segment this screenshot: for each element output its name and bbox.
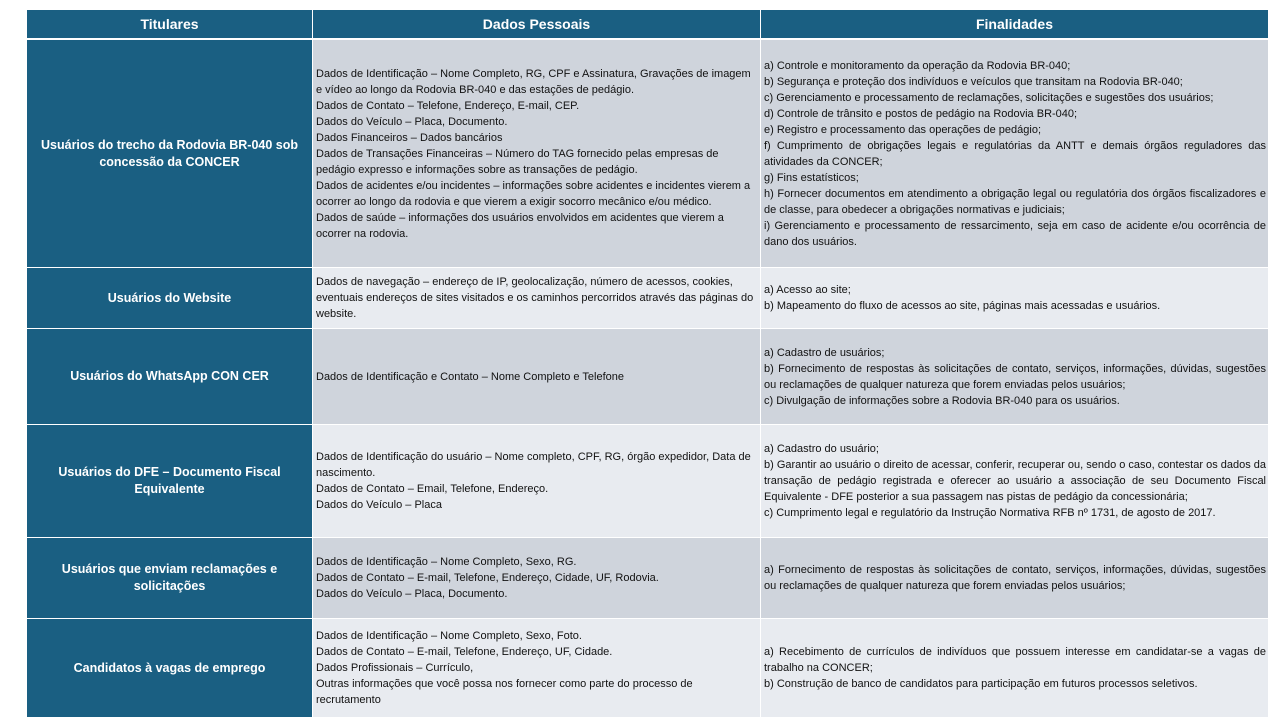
finalidade-line: c) Gerenciamento e processamento de reclamações, solicitações e sugestões dos usuários; <box>764 91 1214 104</box>
header-dados-pessoais: Dados Pessoais <box>313 10 761 40</box>
finalidade-line: a) Acesso ao site; <box>764 284 851 296</box>
table-header <box>27 10 1269 40</box>
finalidades-cell <box>761 39 1269 268</box>
titular-cell: Usuários do Website <box>27 268 313 329</box>
finalidade-line: i) Gerenciamento e processamento de ressarcimento, seja em caso de acidente e/ou ocorrência de dano dos usuários. <box>764 219 1266 248</box>
finalidade-line: h) Fornecer documentos em atendimento a obrigação legal ou regulatória dos órgãos fiscalizadores e de classe, para obedecer a obrigações normativas e judiciais; <box>764 187 1266 216</box>
table-row <box>27 268 1269 329</box>
finalidades-cell <box>761 619 1269 718</box>
finalidade-line: b) Garantir ao usuário o direito de acessar, conferir, recuperar ou, sendo o caso, contestar os dados da transação de pedágio registrada e oferecer ao usuário a associação de seu Documento Fiscal Equivalente - DFE posterior a sua passagem nas pistas de pedágio da concessionária; <box>764 459 1267 503</box>
finalidades-cell <box>761 329 1269 425</box>
dados-cell <box>313 538 761 619</box>
dados-line: Dados de Contato – E-mail, Telefone, Endereço, Cidade, UF, Rodovia. <box>316 572 659 584</box>
finalidade-line: g) Fins estatísticos; <box>764 171 859 184</box>
finalidade-line: b) Fornecimento de respostas às solicitações de contato, serviços, informações, dúvidas, sugestões ou reclamações de qualquer natureza que forem enviadas pelos usuários; <box>764 362 1266 391</box>
dados-line: Dados de Identificação e Contato – Nome Completo e Telefone <box>316 370 624 383</box>
finalidade-line: b) Segurança e proteção dos indivíduos e veículos que transitam na Rodovia BR-040; <box>764 75 1183 88</box>
dados-line: Dados de Contato – Email, Telefone, Endereço. <box>316 483 549 495</box>
finalidades-cell <box>761 425 1269 538</box>
titular-cell: Usuários do trecho da Rodovia BR-040 sob concessão da CONCER <box>27 39 313 268</box>
dados-cell <box>313 425 761 538</box>
dados-cell <box>313 619 761 718</box>
dados-line: Dados de Contato – E-mail, Telefone, Endereço, UF, Cidade. <box>316 646 613 658</box>
titular-cell: Usuários do WhatsApp CON CER <box>27 329 313 425</box>
dados-line: Dados de saúde – informações dos usuários envolvidos em acidentes que vierem a ocorrer na rodovia. <box>316 211 724 240</box>
titular-cell: Candidatos à vagas de emprego <box>27 619 313 718</box>
table-row <box>27 619 1269 718</box>
dados-cell <box>313 329 761 425</box>
dados-line: Dados de Transações Financeiras – Número do TAG fornecido pelas empresas de pedágio expresso e informações sobre as transações de pedágio. <box>316 147 719 176</box>
dados-line: Dados de Contato – Telefone, Endereço, E-mail, CEP. <box>316 99 580 112</box>
dados-line: Dados Profissionais – Currículo, <box>316 662 474 674</box>
dados-cell <box>313 39 761 268</box>
finalidade-line: b) Construção de banco de candidatos para participação em futuros processos seletivos. <box>764 678 1198 690</box>
finalidade-line: d) Controle de trânsito e postos de pedágio na Rodovia BR-040; <box>764 107 1078 120</box>
finalidade-line: a) Cadastro de usuários; <box>764 346 885 359</box>
dados-cell <box>313 268 761 329</box>
dados-line: Dados de acidentes e/ou incidentes – informações sobre acidentes e incidentes vierem a ocorrer ao longo da rodovia e que vierem a exigir socorro mecânico e/ou médico. <box>316 179 751 208</box>
table-row <box>27 538 1269 619</box>
dados-line: Dados do Veículo – Placa <box>316 499 442 511</box>
dados-line: Outras informações que você possa nos fornecer como parte do processo de recrutamento <box>316 678 693 706</box>
dados-line: Dados de Identificação do usuário – Nome completo, CPF, RG, órgão expedidor, Data de nascimento. <box>316 451 751 479</box>
finalidade-line: f) Cumprimento de obrigações legais e regulatórias da ANTT e demais órgãos reguladores das atividades da CONCER; <box>764 139 1266 168</box>
finalidade-line: a) Fornecimento de respostas às solicitações de contato, serviços, informações, dúvidas, sugestões ou reclamações de qualquer natureza que forem enviadas pelos usuários; <box>764 564 1266 592</box>
titular-cell: Usuários que enviam reclamações e solicitações <box>27 538 313 619</box>
dados-line: Dados do Veículo – Placa, Documento. <box>316 115 508 128</box>
finalidade-line: e) Registro e processamento das operações de pedágio; <box>764 123 1042 136</box>
header-titulares: Titulares <box>27 10 313 40</box>
table-row <box>27 329 1269 425</box>
header-row <box>27 10 1269 40</box>
finalidade-line: b) Mapeamento do fluxo de acessos ao site, páginas mais acessadas e usuários. <box>764 300 1161 312</box>
dados-line: Dados de Identificação – Nome Completo, Sexo, RG. <box>316 556 577 568</box>
dados-line: Dados de Identificação – Nome Completo, Sexo, Foto. <box>316 630 582 642</box>
table-row <box>27 425 1269 538</box>
finalidade-line: c) Cumprimento legal e regulatório da Instrução Normativa RFB nº 1731, de agosto de 2017. <box>764 507 1216 519</box>
finalidades-cell <box>761 538 1269 619</box>
dados-line: Dados de navegação – endereço de IP, geolocalização, número de acessos, cookies, eventuais endereços de sites visitados e os caminhos percorridos através das páginas do website. <box>316 276 754 320</box>
finalidade-line: c) Divulgação de informações sobre a Rodovia BR-040 para os usuários. <box>764 394 1120 407</box>
finalidade-line: a) Recebimento de currículos de indivíduos que possuem interesse em candidatar-se a vagas de trabalho na CONCER; <box>764 646 1266 674</box>
finalidade-line: a) Controle e monitoramento da operação da Rodovia BR-040; <box>764 59 1071 72</box>
table-body <box>27 39 1269 718</box>
dados-line: Dados Financeiros – Dados bancários <box>316 131 503 144</box>
header-finalidades: Finalidades <box>761 10 1269 40</box>
titular-cell: Usuários do DFE – Documento Fiscal Equivalente <box>27 425 313 538</box>
dados-line: Dados do Veículo – Placa, Documento. <box>316 588 508 600</box>
finalidade-line: a) Cadastro do usuário; <box>764 443 879 455</box>
dados-line: Dados de Identificação – Nome Completo, RG, CPF e Assinatura, Gravações de imagem e vídeo ao longo da Rodovia BR-040 e das estações de pedágio. <box>316 67 751 96</box>
data-processing-table <box>26 9 1269 718</box>
table-row <box>27 39 1269 268</box>
finalidades-cell <box>761 268 1269 329</box>
